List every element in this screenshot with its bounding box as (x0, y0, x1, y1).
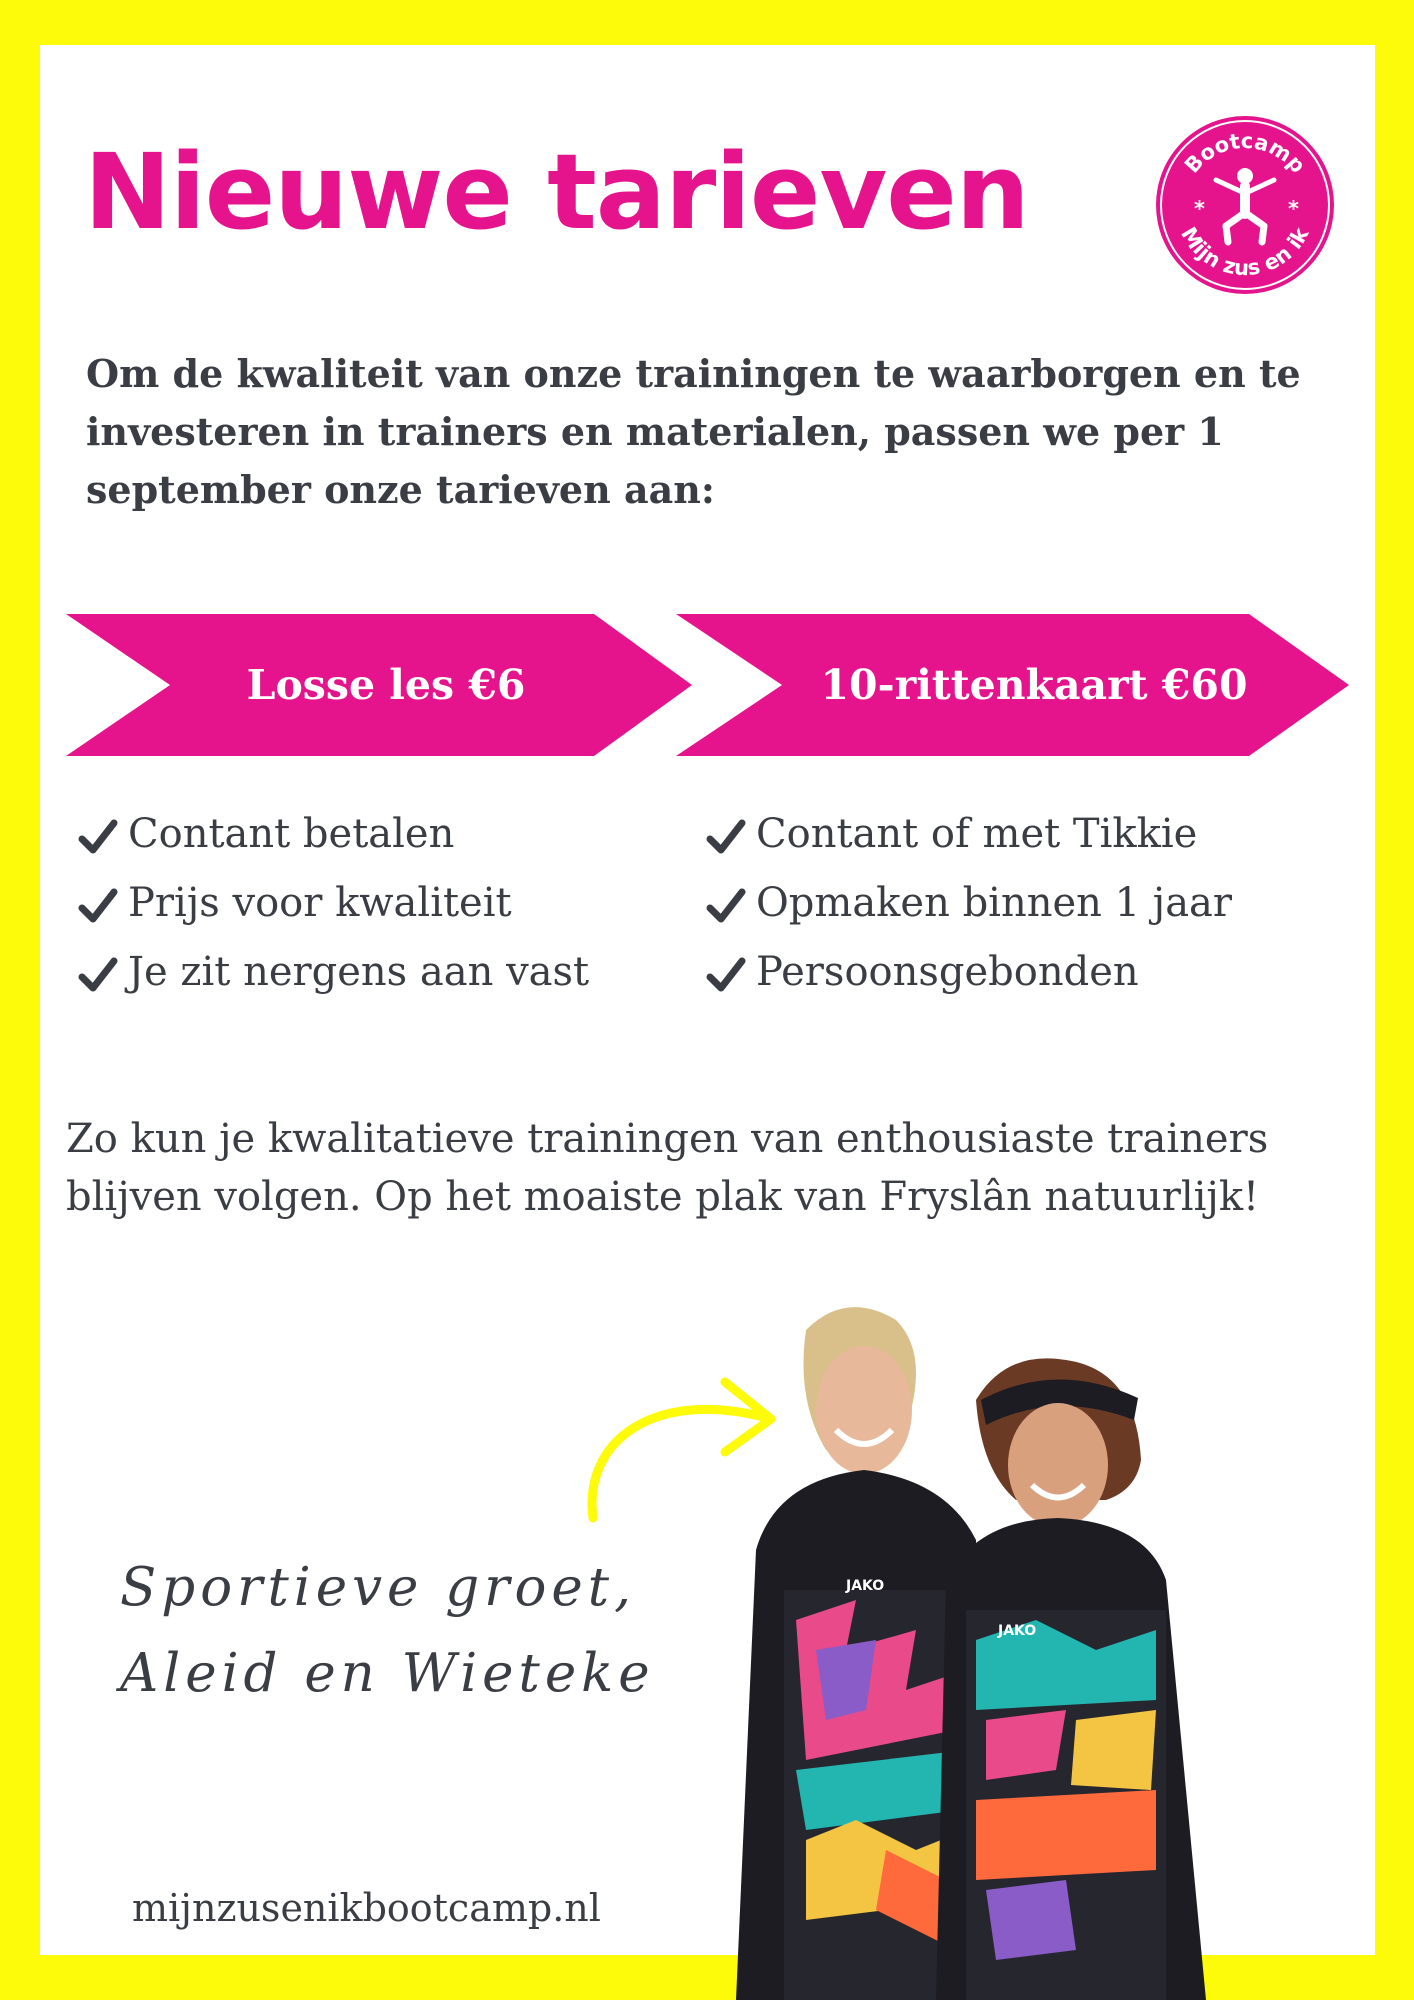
price-label: 10-rittenkaart €60 (820, 661, 1248, 709)
list-item (76, 800, 589, 869)
trainers-photo (736, 1290, 1336, 2000)
benefit-text: Opmaken binnen 1 jaar (756, 880, 1233, 926)
closing-text: Zo kun je kwalitatieve trainingen van enthousiaste trainers blijven volgen. Op het moaiste plak van Fryslân natuurlijk! (66, 1116, 1269, 1220)
star-icon: * (1194, 197, 1205, 221)
check-icon (76, 815, 128, 859)
star-icon: * (1288, 197, 1299, 221)
intro-text: Om de kwaliteit van onze trainingen te waarborgen en te investeren in trainers en materialen, passen we per 1 september onze tarieven aan: (86, 351, 1301, 513)
benefit-text: Persoonsgebonden (756, 949, 1139, 995)
price-chevron-ten-ride-card (676, 614, 1349, 756)
price-label: Losse les €6 (246, 661, 526, 709)
benefit-list-single-lesson (76, 800, 589, 1007)
check-icon (76, 884, 128, 928)
jersey-logo: JAKO (998, 1623, 1037, 1639)
benefit-text: Contant betalen (128, 811, 455, 857)
benefit-text: Je zit nergens aan vast (128, 949, 590, 995)
check-icon (704, 815, 756, 859)
jersey-logo: JAKO (846, 1578, 885, 1594)
signoff-names: Aleid en Wieteke (120, 1642, 655, 1704)
website-link[interactable]: mijnzusenikbootcamp.nl (132, 1886, 601, 1930)
check-icon (704, 884, 756, 928)
benefit-list-ten-ride-card (704, 800, 1232, 1007)
trainer-right (936, 1358, 1206, 2000)
check-icon (76, 953, 128, 997)
badge-top-text: Bootcamp (1180, 128, 1311, 178)
list-item (704, 938, 1232, 1007)
list-item (704, 869, 1232, 938)
price-chevron-single-lesson (66, 614, 692, 756)
check-icon (704, 953, 756, 997)
badge-bottom-text: Mijn zus en ik (1176, 222, 1314, 281)
list-item (76, 938, 589, 1007)
benefit-text: Contant of met Tikkie (756, 811, 1198, 857)
page-title: Nieuwe tarieven (84, 131, 1029, 253)
benefit-text: Prijs voor kwaliteit (128, 880, 512, 926)
bootcamp-logo (1154, 114, 1336, 296)
list-item (704, 800, 1232, 869)
list-item (76, 869, 589, 938)
signoff-greeting: Sportieve groet, (120, 1557, 636, 1618)
signoff (120, 1545, 655, 1717)
